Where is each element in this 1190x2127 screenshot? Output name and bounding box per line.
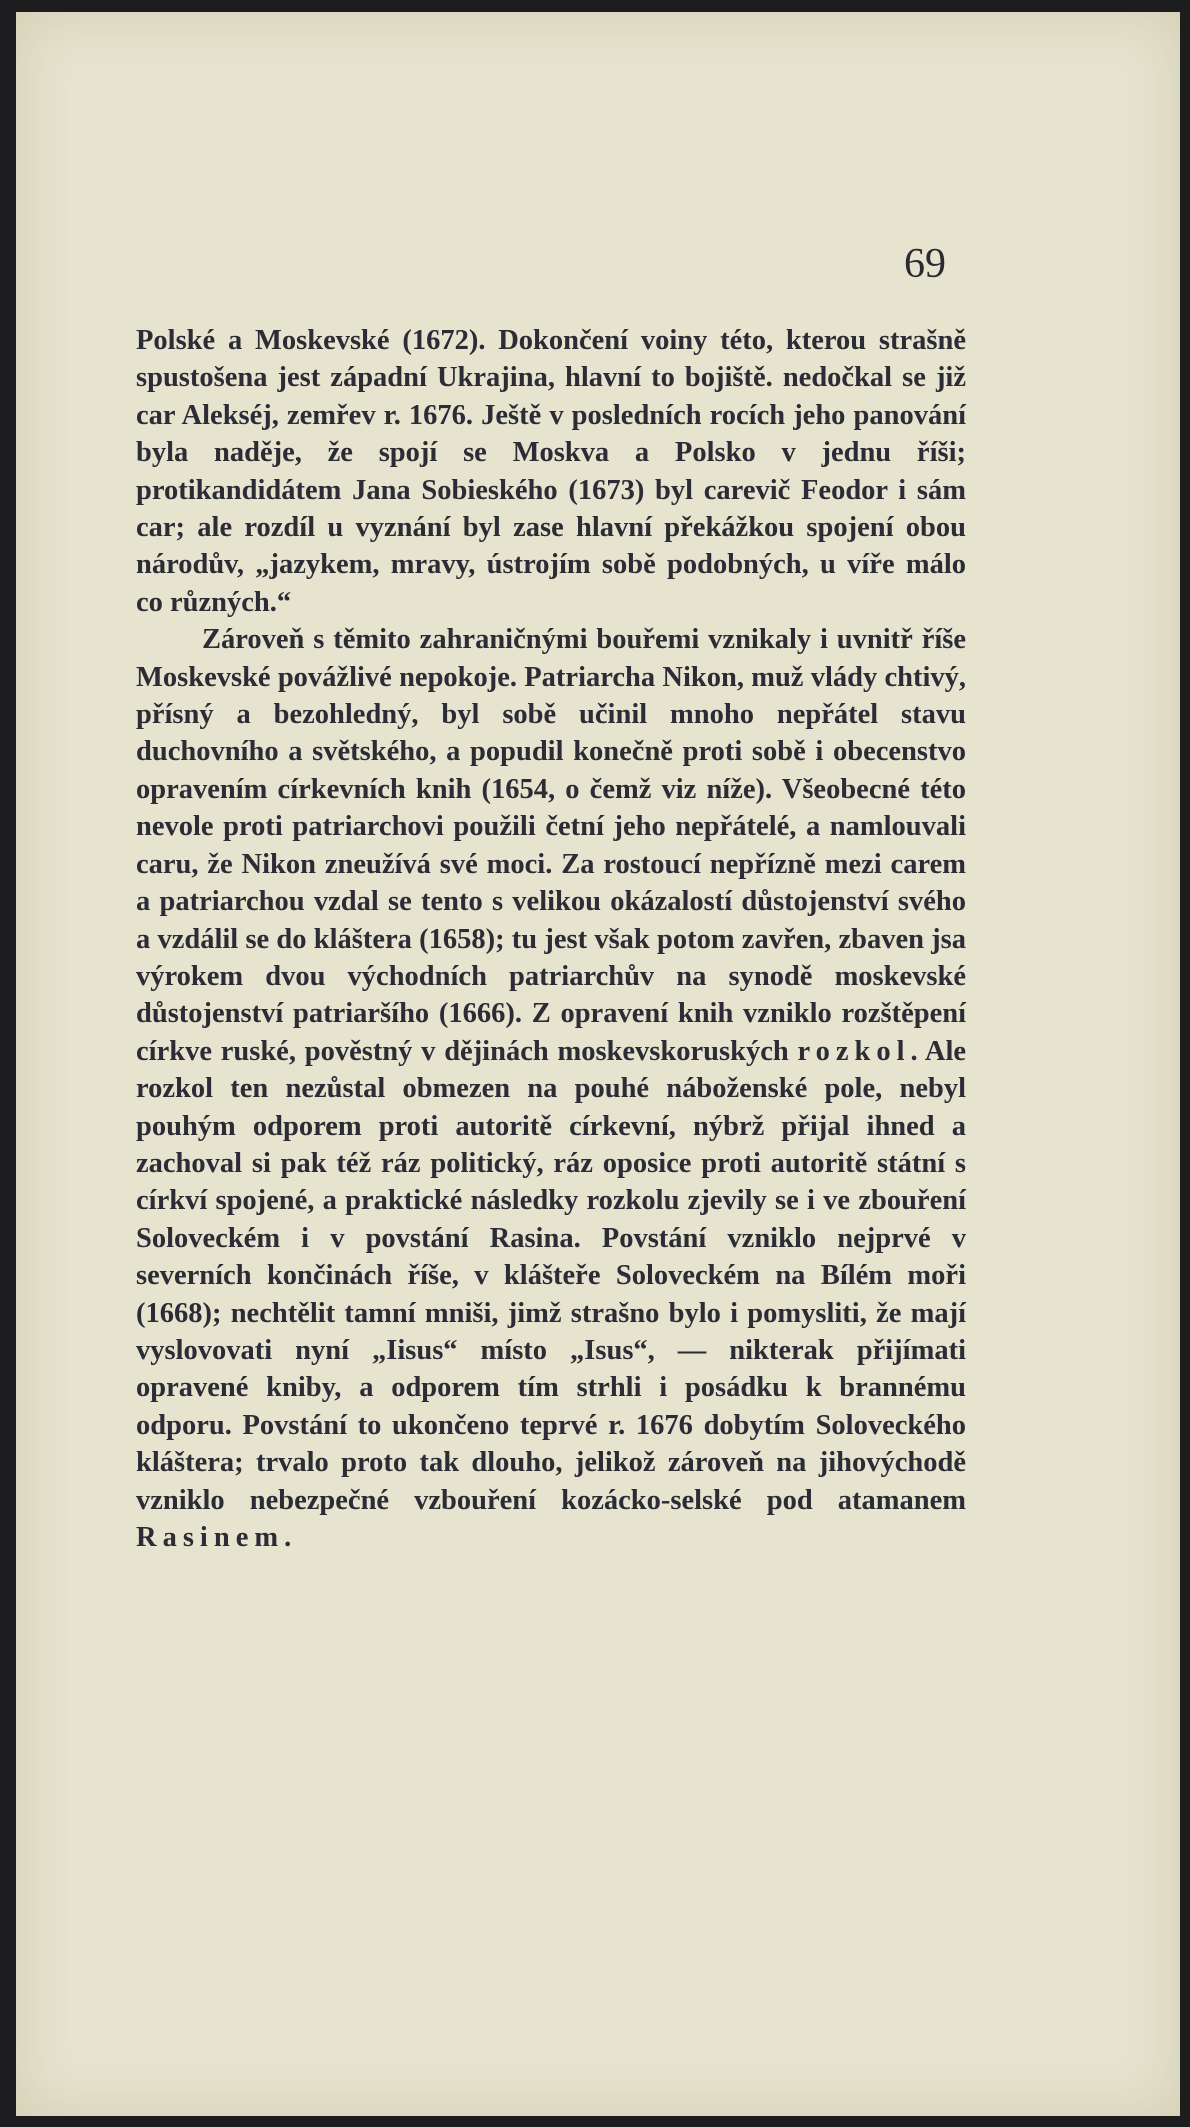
book-page	[16, 12, 1180, 2116]
page-number: 69	[904, 241, 946, 287]
paragraph-1: Polské a Moskevské (1672). Dokončení voiny této, kterou strašně spustošena jest západní Ukrajina, hlavní to bojiště. nedočkal se již car Alekséj, zemřev r. 1676. Ještě v posledních rocích jeho panování byla naděje, že spojí se Moskva a Polsko v jednu říši; protikandidátem Jana Sobieského (1673) byl carevič Feodor i sám car; ale rozdíl u vyznání byl zase hlavní překážkou spojení obou národův, „jazykem, mravy, ústrojím sobě podobných, u víře málo co různých.“	[136, 325, 966, 618]
paragraph-2-part-2: . Ale rozkol ten nezůstal obmezen na pouhé náboženské pole, nebyl pouhým odporem proti autoritě církevní, nýbrž přijal ihned a zachoval si pak též ráz politický, ráz oposice proti autoritě státní s církví spojené, a praktické následky rozkolu zjevily se i ve zbouření Soloveckém i v povstání Rasina. Povstání vzniklo nejprvé v severních končinách říše, v klášteře Soloveckém na Bílém moři (1668); nechtělit tamní mniši, jimž strašno bylo i pomysliti, že mají vyslovovati nyní „Iisus“ místo „Isus“, — nikterak přijímati opravené kniby, a odporem tím strhli i posádku k brannému odporu. Povstání to ukončeno teprvé r. 1676 dobytím Soloveckého kláštera; trvalo proto tak dlouho, jelikož zároveň na jihovýchodě vzniklo nebezpečné vzbouření kozácko-selské pod atamanem	[136, 1035, 967, 1516]
emphasis-rasinem: Rasinem	[136, 1522, 285, 1553]
emphasis-rozkol: rozkol	[797, 1035, 911, 1067]
body-text	[136, 322, 966, 1556]
paragraph-2-part-1: Zároveň s těmito zahraničnými bouřemi vznikaly i uvnitř říše Moskevské povážlivé nepokoje. Patriarcha Nikon, muž vlády chtivý, přísný a bezohledný, byl sobě učinil mnoho nepřátel stavu duchovního a světského, a popudil konečně proti sobě i obecenstvo opravením církevních knih (1654, o čemž viz níže). Všeobecné této nevole proti patriarchovi použili četní jeho nepřátelé, a namlouvali caru, že Nikon zneužívá své moci. Za rostoucí nepřízně mezi carem a patriarchou vzdal se tento s velikou okázalostí důstojenství svého a vzdálil se do kláštera (1658); tu jest však potom zavřen, zbaven jsa výrokem dvou východních patriarchův na synodě moskevské důstojenství patriaršího (1666). Z opravení knih vzniklo rozštěpení církve ruské, pověstný v dějinách moskevskoruských	[136, 624, 966, 1067]
paragraph-2	[136, 621, 966, 1556]
paragraph-2-end: .	[284, 1522, 292, 1553]
